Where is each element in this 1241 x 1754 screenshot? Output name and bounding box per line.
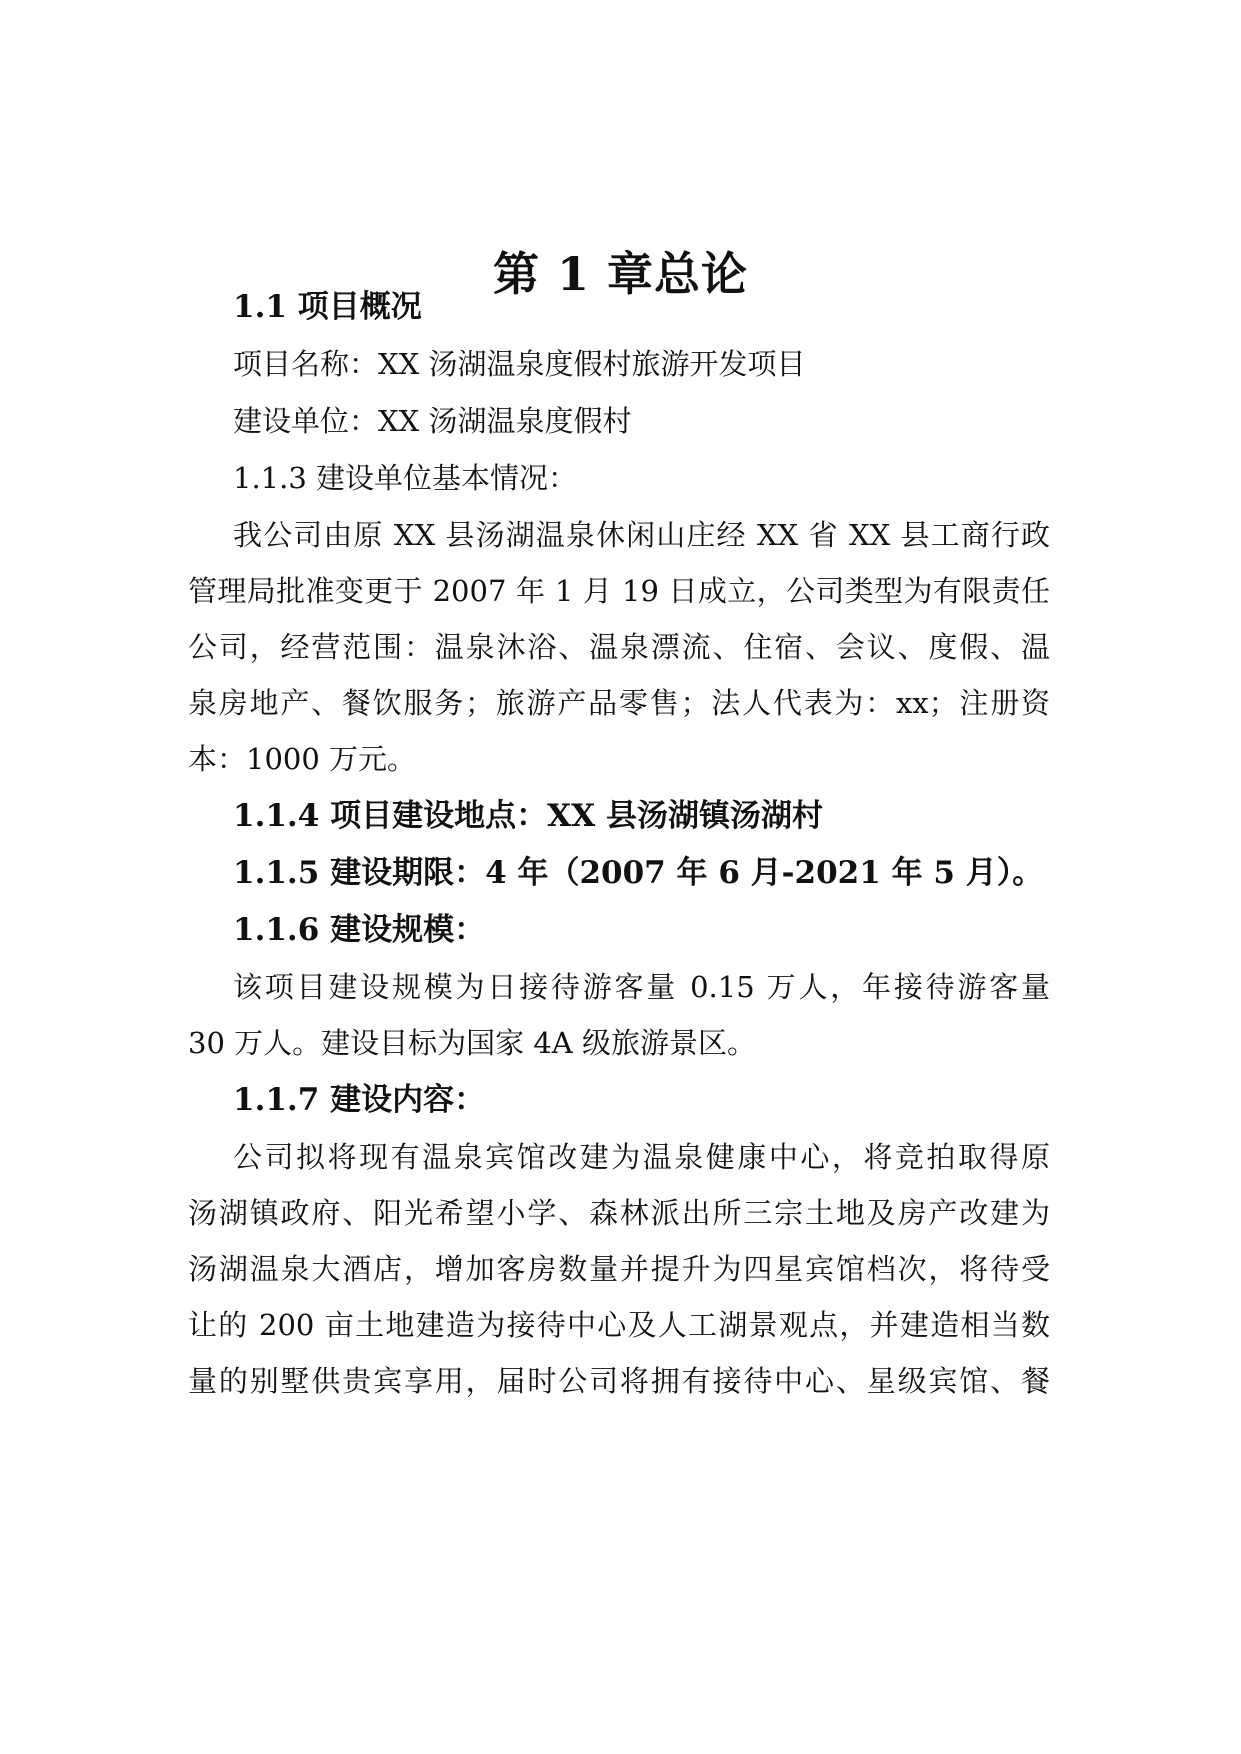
company-paragraph-line-3: 公司，经营范围：温泉沐浴、温泉漂流、住宿、会议、度假、温	[188, 630, 1050, 664]
builder-line: 建设单位：XX 汤湖温泉度假村	[233, 404, 632, 438]
section-heading-1-1-3: 1.1.3 建设单位基本情况：	[233, 461, 578, 495]
section-heading-1-1: 1.1 项目概况	[233, 289, 422, 325]
company-paragraph-line-5: 本：1000 万元。	[188, 742, 417, 776]
content-paragraph-line-2: 汤湖镇政府、阳光希望小学、森林派出所三宗土地及房产改建为	[188, 1196, 1050, 1230]
section-heading-1-1-4: 1.1.4 项目建设地点：XX 县汤湖镇汤湖村	[233, 798, 823, 834]
section-heading-1-1-6: 1.1.6 建设规模：	[233, 912, 486, 948]
scale-paragraph-line-2: 30 万人。建设目标为国家 4A 级旅游景区。	[188, 1026, 756, 1060]
content-paragraph-line-3: 汤湖温泉大酒店，增加客房数量并提升为四星宾馆档次，将待受	[188, 1252, 1050, 1286]
company-paragraph-line-1: 我公司由原 XX 县汤湖温泉休闲山庄经 XX 省 XX 县工商行政	[233, 518, 1050, 552]
scale-paragraph-line-1: 该项目建设规模为日接待游客量 0.15 万人，年接待游客量	[233, 970, 1050, 1004]
section-heading-1-1-7: 1.1.7 建设内容：	[233, 1082, 486, 1118]
company-paragraph-line-2: 管理局批准变更于 2007 年 1 月 19 日成立，公司类型为有限责任	[188, 574, 1050, 608]
section-heading-1-1-5: 1.1.5 建设期限：4 年（2007 年 6 月-2021 年 5 月）。	[233, 855, 1044, 891]
content-paragraph-line-1: 公司拟将现有温泉宾馆改建为温泉健康中心，将竞拍取得原	[233, 1140, 1050, 1174]
project-name-line: 项目名称：XX 汤湖温泉度假村旅游开发项目	[233, 347, 806, 381]
content-paragraph-line-4: 让的 200 亩土地建造为接待中心及人工湖景观点，并建造相当数	[188, 1308, 1050, 1342]
chapter-title: 第 1 章总论	[492, 247, 749, 301]
content-paragraph-line-5: 量的别墅供贵宾享用，届时公司将拥有接待中心、星级宾馆、餐	[188, 1364, 1050, 1398]
company-paragraph-line-4: 泉房地产、餐饮服务；旅游产品零售；法人代表为：xx；注册资	[188, 686, 1050, 720]
